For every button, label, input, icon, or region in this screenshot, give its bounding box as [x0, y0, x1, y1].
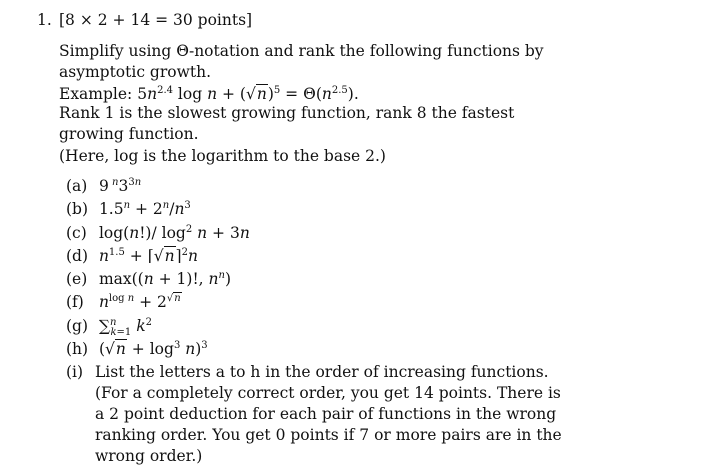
log-note: (Here, log is the logarithm to the base 2.) [59, 147, 386, 165]
item-label: (b) [66, 200, 89, 219]
list-item [66, 316, 586, 339]
question-number: 1. [37, 11, 52, 29]
instructions: Simplify using Θ-notation and rank the following functions by asymptotic growth. [59, 42, 544, 81]
function-list [66, 176, 586, 466]
item-expression: ∑$^n_{k=1}$ $k^2$ [98, 316, 152, 338]
list-item [66, 292, 586, 315]
item-expression: $1.5^n + 2^n/n^3$ [98, 200, 191, 219]
item-instruction-text: List the letters a to h in the order of increasing functions. (For a completely correct order, you get 14 points. There is a 2 point deduction for each pair of functions in the wrong ranking order. You get 0 points if 7 or more pairs are in the wrong order.) [95, 363, 562, 466]
item-label: (f) [66, 293, 84, 312]
list-item [66, 269, 586, 292]
item-label: (c) [66, 223, 87, 242]
list-item [66, 223, 586, 246]
points-header: [8 × 2 + 14 = 30 points] [59, 11, 253, 29]
list-item [66, 176, 586, 199]
item-expression: 9 $^n3^{3n}$ [98, 177, 142, 195]
item-label: (d) [66, 246, 89, 265]
item-label: (e) [66, 270, 88, 289]
rank-note: Rank 1 is the slowest growing function, rank 8 the fastest growing function. [59, 104, 515, 143]
item-expression: $(√n + \log^3 n)^3$ [98, 340, 208, 359]
item-label: (h) [66, 340, 89, 359]
list-item [66, 246, 586, 269]
example-label: Example: [59, 85, 133, 103]
item-label: (a) [66, 177, 88, 195]
list-item-instructions [66, 362, 586, 466]
item-expression: max((n + 1)!, $n^n$) [98, 270, 232, 289]
item-expression: $n^{log n} + 2^{√n}$ [98, 293, 181, 312]
example-line [59, 84, 564, 105]
item-label: (i) [66, 363, 84, 382]
item-expression: $n^{1.5}$ + ⌈√n⌉$^2$n [98, 246, 199, 265]
list-item [66, 199, 586, 222]
example-expression: $5n^{2.4}$ $\log n + (√n)^5 = \Theta(n^{2.5})$. [137, 85, 359, 103]
item-expression: log(n!)/ $\log^2 n + 3n$ [98, 223, 250, 242]
list-item [66, 339, 586, 362]
item-label: (g) [66, 316, 89, 335]
